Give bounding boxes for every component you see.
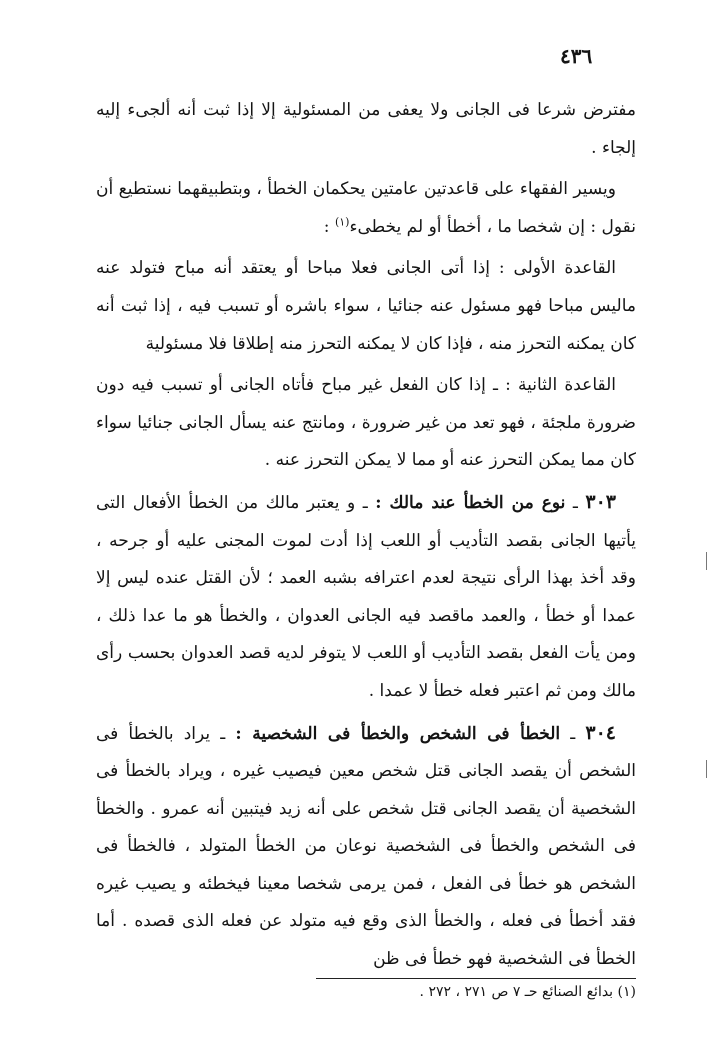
section-303: ٣٠٣ ـ نوع من الخطأ عند مالك : ـ و يعتبر مالك من الخطأ الأفعال التى يأتيها الجانى بقصد التأديب أو اللعب إذا أدت لموت المجنى عليه أو جرحه ، وقد أخذ بهذا الرأى نتيجة لعدم اعترافه بشبه العمد ؛ لأن القتل عنده ليس إلا عمدا أو خطأ ، والعمد ماقصد فيه الجانى العدوان ، والخطأ هو ما عدا ذلك ، ومن يأت الفعل بقصد التأديب أو اللعب لا يتوفر لديه قصد العدوان بحسب رأى مالك ومن ثم اعتبر فعله خطأ لا عمدا . <box>96 490 636 701</box>
section-text: ـ و يعتبر مالك من الخطأ الأفعال التى يأتيها الجانى بقصد التأديب أو اللعب إذا أدت لموت المجنى عليه أو جرحه ، وقد أخذ بهذا الرأى نتيجة لعدم اعترافه بشبه العمد ؛ لأن القتل عنده ليس إلا عمدا أو خطأ ، والعمد ماقصد فيه الجانى العدوان ، والخطأ هو ما عدا ذلك ، ومن يأت الفعل بقصد التأديب أو اللعب لا يتوفر لديه قصد العدوان بحسب رأى مالك ومن ثم اعتبر فعله خطأ لا عمدا . <box>96 492 636 701</box>
paragraph-tail: : <box>323 216 335 237</box>
paragraph-continuation: مفترض شرعا فى الجانى ولا يعفى من المسئولية إلا إذا ثبت أنه ألجىء إليه إلجاء . <box>96 100 636 158</box>
section-number: ٣٠٣ <box>585 490 616 513</box>
section-304: ٣٠٤ ـ الخطأ فى الشخص والخطأ فى الشخصية : ـ يراد بالخطأ فى الشخص أن يقصد الجانى قتل شخص معين فيصيب غيره ، ويراد بالخطأ فى الشخصية أن يقصد الجانى قتل شخص على أنه زيد فيتبين أنه عمرو . والخطأ فى الشخص والخطأ فى الشخصية نوعان من الخطأ المتولد ، فالخطأ فى الشخص هو خطأ فى الفعل ، فمن يرمى شخصا معينا فيخطئه و يصيب غيره فقد أخطأ فى فعله ، والخطأ الذى وقع فيه متولد عن فعله الذى قصده . أما الخطأ فى الشخصية فهو خطأ فى ظن <box>96 721 636 970</box>
section-heading: الخطأ فى الشخص والخطأ فى الشخصية : <box>235 723 561 744</box>
page-number: ٤٣٦ <box>560 44 593 68</box>
section-text: ـ يراد بالخطأ فى الشخص أن يقصد الجانى قتل شخص معين فيصيب غيره ، ويراد بالخطأ فى الشخصية أن يقصد الجانى قتل شخص على أنه زيد فيتبين أنه عمرو . والخطأ فى الشخص والخطأ فى الشخصية نوعان من الخطأ المتولد ، فالخطأ فى الشخص هو خطأ فى الفعل ، فمن يرمى شخصا معينا فيخطئه و يصيب غيره فقد أخطأ فى فعله ، والخطأ الذى وقع فيه متولد عن فعله الذى قصده . أما الخطأ فى الشخصية فهو خطأ فى ظن <box>96 723 636 970</box>
paragraph-rule-one: القاعدة الأولى : إذا أتى الجانى فعلا مباحا أو يعتقد أنه مباح فتولد عنه ماليس مباحا فهو مسئول عنه جنائيا ، سواء باشره أو تسبب فيه ، إذا ثبت أنه كان يمكنه التحرز منه ، فإذا كان لا يمكنه التحرز منه إطلاقا فلا مسئولية <box>96 258 636 354</box>
paragraph-text: ويسير الفقهاء على قاعدتين عامتين يحكمان الخطأ ، وبتطبيقهما نستطيع أن نقول : إن شخصا ما ، أخطأ أو لم يخطىء <box>96 179 636 237</box>
paragraph-rules-intro <box>96 171 636 246</box>
footnote: (١) بدائع الصنائع حـ ٧ ص ٢٧١ ، ٢٧٢ . <box>419 984 636 1000</box>
body-text <box>96 92 636 983</box>
section-heading: نوع من الخطأ عند مالك : <box>375 492 566 513</box>
margin-mark <box>706 760 707 778</box>
section-number: ٣٠٤ <box>585 721 616 744</box>
footnote-reference[interactable]: (١) <box>334 215 350 229</box>
margin-mark <box>706 552 707 570</box>
footnote-divider <box>316 978 636 979</box>
paragraph-rule-two: القاعدة الثانية : ـ إذا كان الفعل غير مباح فأتاه الجانى أو تسبب فيه دون ضرورة ملجئة ، فهو تعد من غير ضرورة ، ومانتج عنه يسأل الجانى جنائيا سواء كان مما يمكن التحرز عنه أو مما لا يمكن التحرز عنه . <box>96 375 636 471</box>
